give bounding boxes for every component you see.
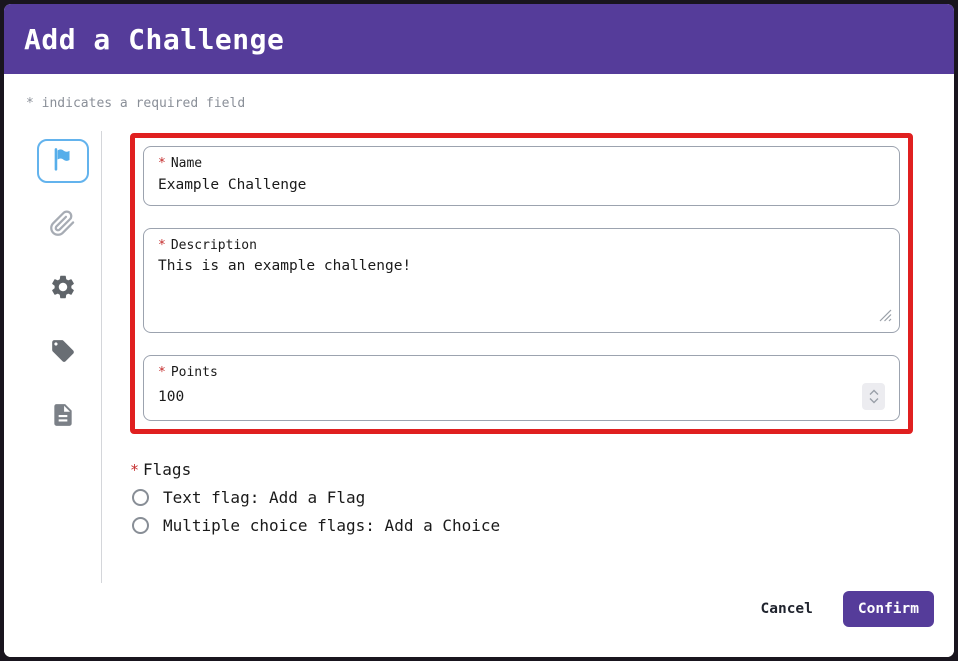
- add-challenge-modal: [4, 4, 954, 657]
- description-field-box: [143, 228, 900, 333]
- flags-label: * Flags: [130, 460, 192, 479]
- highlighted-fields-group: [130, 133, 913, 434]
- modal-body: [4, 74, 954, 657]
- radio-button[interactable]: [132, 489, 149, 506]
- required-asterisk: *: [130, 460, 140, 479]
- required-asterisk: *: [158, 156, 166, 171]
- resize-handle-icon[interactable]: [879, 307, 892, 326]
- radio-label: Multiple choice flags: Add a Choice: [163, 516, 501, 535]
- name-label: * Name: [158, 156, 203, 171]
- gear-icon: [49, 273, 77, 305]
- points-input[interactable]: [158, 387, 862, 407]
- radio-button[interactable]: [132, 517, 149, 534]
- modal-header: [4, 4, 954, 74]
- description-label: * Description: [158, 238, 257, 253]
- name-input[interactable]: [158, 175, 885, 195]
- tab-tags[interactable]: [37, 331, 89, 375]
- tab-settings[interactable]: [37, 267, 89, 311]
- points-label: * Points: [158, 365, 218, 380]
- cancel-button[interactable]: Cancel: [759, 593, 815, 625]
- modal-title: Add a Challenge: [24, 22, 285, 56]
- tab-writeup[interactable]: [37, 395, 89, 439]
- confirm-button[interactable]: Confirm: [843, 591, 934, 627]
- tab-files[interactable]: [37, 203, 89, 247]
- chevron-up-icon: [869, 389, 879, 396]
- sidebar-tabs: [24, 131, 102, 583]
- required-asterisk: *: [158, 365, 166, 380]
- radio-option-text-flag[interactable]: [132, 488, 913, 507]
- points-row: [158, 383, 885, 410]
- modal-footer: [24, 583, 938, 629]
- document-icon: [50, 402, 76, 432]
- flags-section: [130, 460, 913, 535]
- radio-option-multiple-choice[interactable]: [132, 516, 913, 535]
- tab-flags[interactable]: [37, 139, 89, 183]
- radio-label: Text flag: Add a Flag: [163, 488, 366, 507]
- required-asterisk: *: [158, 238, 166, 253]
- points-spinner[interactable]: [862, 383, 885, 410]
- form-content: [130, 131, 913, 583]
- description-textarea[interactable]: [158, 256, 885, 318]
- main-row: [24, 131, 938, 583]
- chevron-down-icon: [869, 397, 879, 404]
- points-field-box: [143, 355, 900, 421]
- paperclip-icon: [49, 210, 76, 241]
- name-field-box: [143, 146, 900, 206]
- tag-icon: [50, 338, 76, 368]
- required-field-note: * indicates a required field: [26, 96, 246, 111]
- flag-icon: [50, 146, 76, 176]
